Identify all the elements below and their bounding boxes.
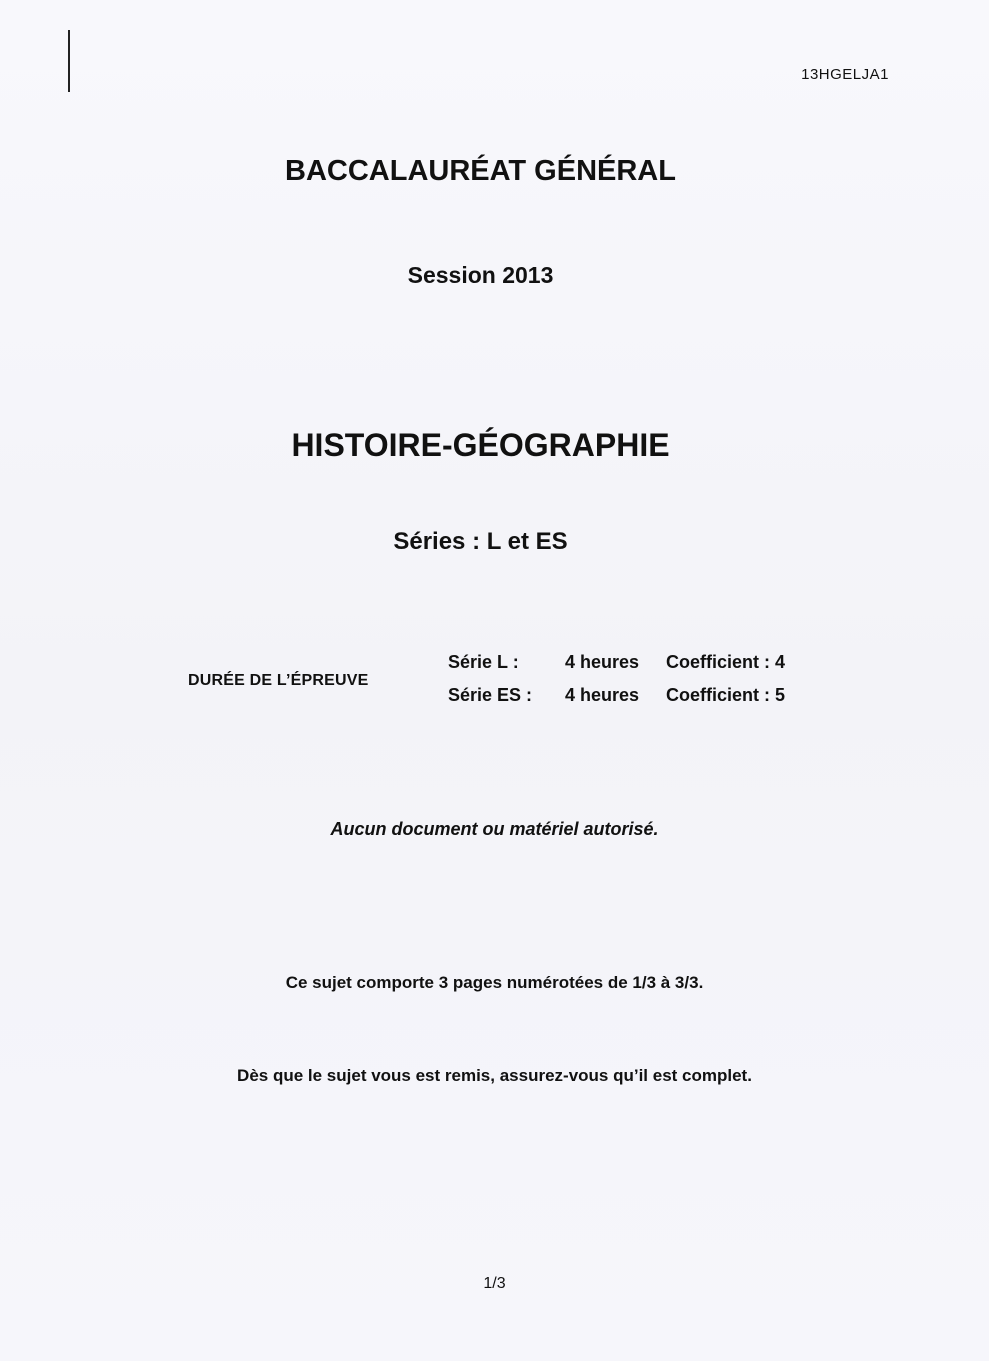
duration-row-serie-es xyxy=(448,685,785,718)
reference-code: 13HGELJA1 xyxy=(801,66,889,83)
subject-title: HISTOIRE-GÉOGRAPHIE xyxy=(291,427,670,463)
coefficient-cell: Coefficient : 5 xyxy=(666,685,786,705)
serie-cell: Série L : xyxy=(448,652,519,672)
page-number: 1/3 xyxy=(483,1275,506,1292)
series-title: Séries : L et ES xyxy=(393,528,568,555)
hours-cell: 4 heures xyxy=(565,652,640,672)
no-document-notice: Aucun document ou matériel autorisé. xyxy=(330,819,659,839)
exam-title: BACCALAURÉAT GÉNÉRAL xyxy=(285,155,676,187)
serie-cell: Série ES : xyxy=(448,685,533,705)
pages-notice: Ce sujet comporte 3 pages numérotées de 1/3 à 3/3. xyxy=(285,973,704,992)
hours-cell: 4 heures xyxy=(565,685,640,705)
coefficient-cell: Coefficient : 4 xyxy=(666,652,786,672)
duration-table xyxy=(448,652,785,718)
session-title: Session 2013 xyxy=(407,262,554,288)
completeness-notice: Dès que le sujet vous est remis, assurez-vous qu’il est complet. xyxy=(237,1066,752,1085)
scan-margin-mark xyxy=(68,30,70,92)
duration-row-serie-l xyxy=(448,652,785,685)
duration-label: DURÉE DE L’ÉPREUVE xyxy=(188,672,369,689)
